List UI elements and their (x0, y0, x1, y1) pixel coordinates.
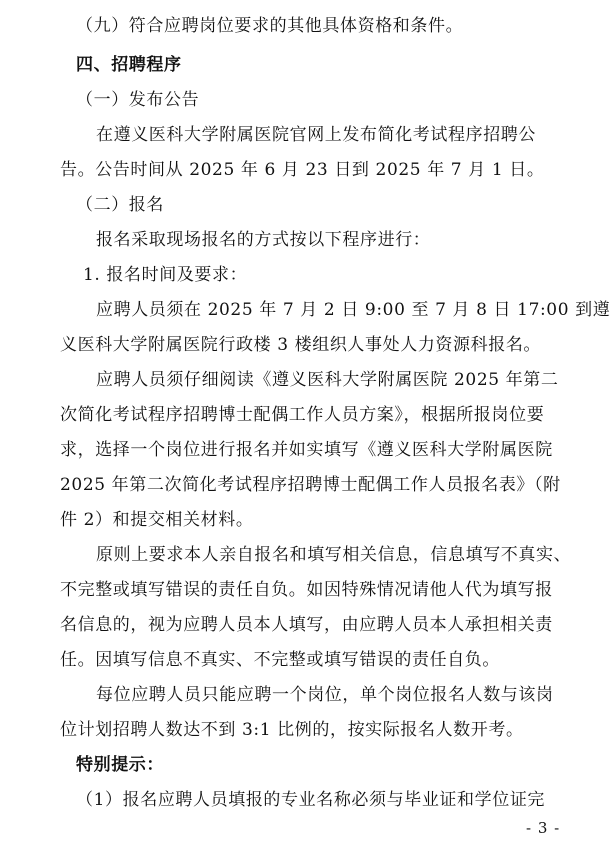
page-number: - 3 - (526, 819, 561, 837)
paragraph-line: 2025 年第二次简化考试程序招聘博士配偶工作人员报名表》（附 (60, 475, 561, 495)
paragraph-line: 报名采取现场报名的方式按以下程序进行： (96, 230, 431, 250)
paragraph-line: （1）报名应聘人员填报的专业名称必须与毕业证和学位证完 (76, 790, 546, 810)
section-heading-recruitment-procedure: 四、招聘程序 (76, 55, 182, 75)
paragraph-line: 任。因填写信息不真实、不完整或填写错误的责任自负。 (60, 650, 500, 670)
special-notice-heading: 特别提示： (76, 755, 164, 775)
paragraph-line: 每位应聘人员只能应聘一个岗位，单个岗位报名人数与该岗 (96, 685, 554, 705)
subheading-registration-time: 1. 报名时间及要求： (83, 265, 248, 285)
item-nine-condition: （九）符合应聘岗位要求的其他具体资格和条件。 (76, 16, 464, 36)
paragraph-line: 求，选择一个岗位进行报名并如实填写《遵义医科大学附属医院 (60, 440, 553, 460)
paragraph-line: 应聘人员须仔细阅读《遵义医科大学附属医院 2025 年第二 (96, 370, 559, 390)
paragraph-line: 应聘人员须在 2025 年 7 月 2 日 9:00 至 7 月 8 日 17:00 到遵 (96, 300, 611, 320)
paragraph-line: 位计划招聘人数达不到 3:1 比例的，按实际报名人数开考。 (60, 720, 524, 740)
paragraph-line: 次简化考试程序招聘博士配偶工作人员方案》，根据所报岗位要 (60, 405, 545, 425)
paragraph-line: 不完整或填写错误的责任自负。如因特殊情况请他人代为填写报 (60, 580, 553, 600)
paragraph-line: 件 2）和提交相关材料。 (60, 510, 254, 530)
paragraph-line: 名信息的，视为应聘人员本人填写，由应聘人员本人承担相关责 (60, 615, 553, 635)
subheading-publish-notice: （一）发布公告 (76, 90, 200, 110)
paragraph-line: 告。公告时间从 2025 年 6 月 23 日到 2025 年 7 月 1 日。 (60, 160, 545, 180)
paragraph-line: 原则上要求本人亲自报名和填写相关信息，信息填写不真实、 (96, 545, 572, 565)
paragraph-line: 义医科大学附属医院行政楼 3 楼组织人事处人力资源科报名。 (60, 335, 542, 355)
subheading-registration: （二）报名 (76, 195, 164, 215)
paragraph-line: 在遵义医科大学附属医院官网上发布简化考试程序招聘公 (96, 125, 536, 145)
